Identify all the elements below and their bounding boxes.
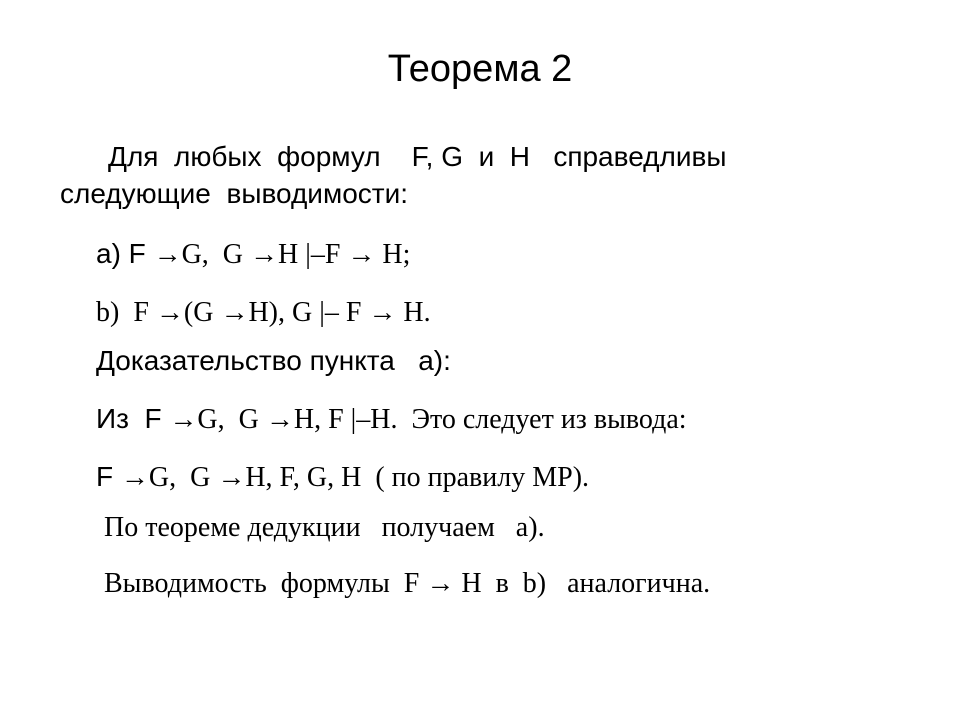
slide-title: Теорема 2 xyxy=(387,48,573,90)
proof-premise-line xyxy=(96,405,687,434)
analogy-remark: Выводимость формулы F → H в b) аналогична. xyxy=(104,568,711,599)
derivation-prefix: F xyxy=(96,461,121,492)
theorem-statement-part-1: Для любых формул xyxy=(108,141,412,172)
derivation-formula: →G, G →H, F, G, H ( по правилу МР). xyxy=(120,462,590,493)
derivation-line xyxy=(96,463,589,492)
theorem-statement-line-2: следующие выводимости: xyxy=(60,178,409,209)
item-a-prefix: а) F xyxy=(96,238,154,269)
theorem-statement-line-1 xyxy=(108,143,726,171)
proof-premise-prefix: Из F xyxy=(96,403,170,434)
deduction-conclusion: По теореме дедукции получаем а). xyxy=(104,512,545,543)
proof-heading: Доказательство пункта а): xyxy=(96,345,451,376)
item-b: b) F →(G →H), G |– F → H. xyxy=(96,297,431,328)
item-a-formula: →G, G →H |–F → H; xyxy=(153,239,411,270)
proof-premise-formula: →G, G →H, F |–H. Это следует из вывода: xyxy=(169,404,687,435)
item-a xyxy=(96,240,410,269)
theorem-statement-part-2: F, G и H справедливы xyxy=(411,141,727,172)
